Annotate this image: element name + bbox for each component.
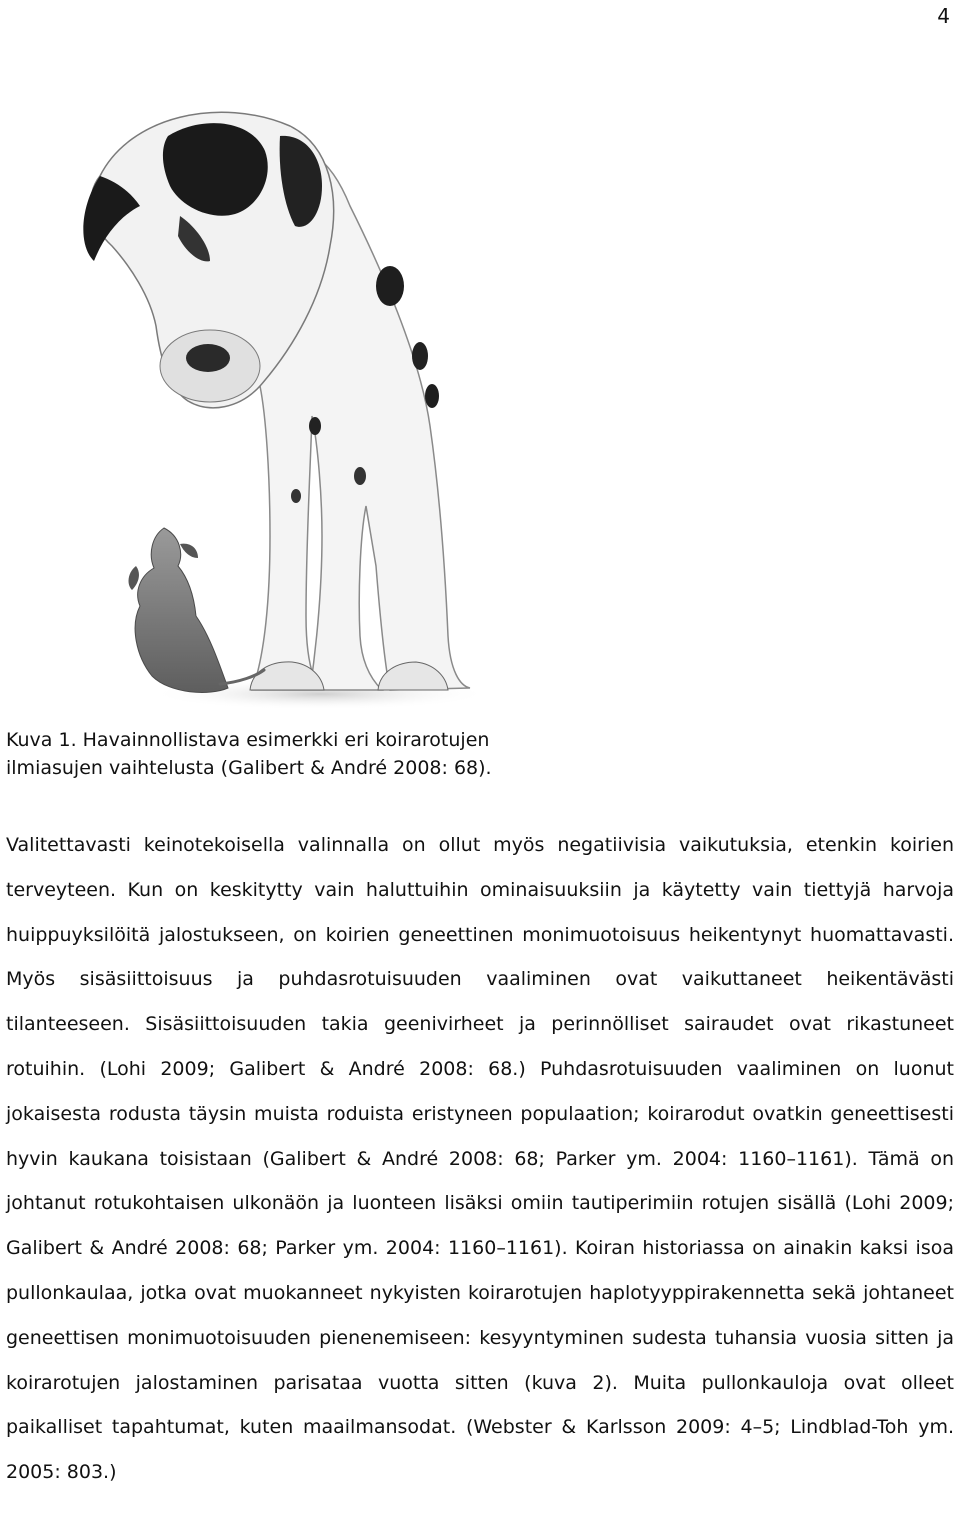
figure-caption: Kuva 1. Havainnollistava esimerkki eri koirarotujen ilmiasujen vaihtelusta (Galibert & André 2008: 68). (6, 729, 492, 779)
body-paragraph (6, 823, 954, 1495)
page-number: 4 (937, 4, 950, 28)
paragraph-text: Valitettavasti keinotekoisella valinnalla on ollut myös negatiivisia vaikutuksia, etenkin koirien terveyteen. Kun on keskitytty vain haluttuihin ominaisuuksiin ja käytetty vain tiettyjä harvoja huippuyksilöitä jalostukseen, on koirien geneettinen monimuotoisuus heikentynyt huomattavasti. Myös sisäsiittoisuus ja puhdasrotuisuuden vaaliminen ovat vaikuttaneet heikentävästi tilanteeseen. Sisäsiittoisuuden takia geenivirheet ja perinnölliset sairaudet ovat rikastuneet rotuihin. (Lohi 2009; Galibert & André 2008: 68.) Puhdasrotuisuuden vaaliminen on luonut jokaisesta rodusta täysin muista roduista eristyneen populaation; koirarodut ovatkin geneettisesti hyvin kaukana toisistaan (Galibert & André 2008: 68; Parker ym. 2004: 1160–1161). Tämä on johtanut rotukohtaisen ulkonäön ja luonteen lisäksi omiin tautiperimiin rotujen sisällä (Lohi 2009; Galibert & André 2008: 68; Parker ym. 2004: 1160–1161). Koiran historiassa on ainakin kaksi isoa pullonkaulaa, jotka ovat muokanneet nykyisten koirarotujen haplotyyppirakennetta sekä johtaneet geneettisen monimuotoisuuden pienenemiseen: kesyyntyminen sudesta tuhansia vuosia sitten ja koirarotujen jalostaminen parisataa vuotta sitten (kuva 2). Muita pullonkauloja ovat olleet paikalliset tapahtumat, kuten maailmansodat. (Webster & Karlsson 2009: 4–5; Lindblad-Toh ym. 2005: 803.) (6, 834, 954, 1484)
dog-photo (60, 96, 480, 708)
